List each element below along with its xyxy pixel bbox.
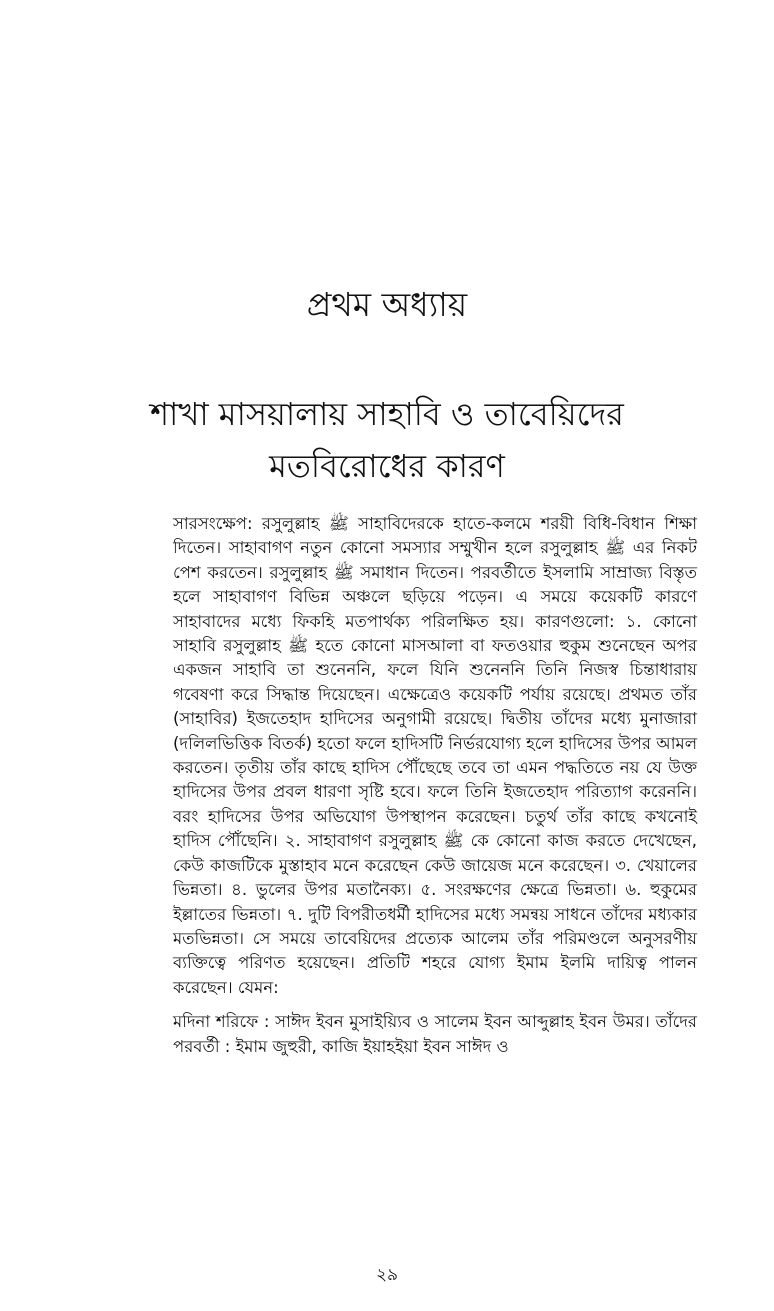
- chapter-heading: প্রথম অধ্যায়: [306, 285, 468, 324]
- chapter-title: [60, 388, 714, 492]
- body-text: [173, 512, 697, 1059]
- chapter-title-line-1: শাখা মাসয়ালায় সাহাবি ও তাবেয়িদের: [150, 395, 624, 433]
- page-number: ২৯: [375, 1265, 399, 1285]
- chapter-title-line-2: মতবিরোধের কারণ: [269, 447, 505, 485]
- madina-paragraph: মদিনা শরিফে : সাঈদ ইবন মুসাইয়্যিব ও সালেম ইবন আব্দুল্লাহ ইবন উমর। তাঁদের পরবর্তী : ইমাম জুহুরী, কাজি ইয়াহইয়া ইবন সাঈদ ও: [173, 1012, 697, 1056]
- summary-paragraph: সারসংক্ষেপ: রসুলুল্লাহ ﷺ সাহাবিদেরকে হাতে-কলমে শরয়ী বিধি-বিধান শিক্ষা দিতেন। সাহাবাগণ নতুন কোনো সমস্যার সম্মুখীন হলে রসুলুল্লাহ ﷺ এর নিকট পেশ করতেন। রসুলুল্লাহ ﷺ সমাধান দিতেন। পরবর্তীতে ইসলামি সাম্রাজ্য বিস্তৃত হলে সাহাবাগণ বিভিন্ন অঞ্চলে ছড়িয়ে পড়েন। এ সময়ে কয়েকটি কারণে সাহাবাদের মধ্যে ফিকহি মতপার্থক্য পরিলক্ষিত হয়। কারণগুলো: ১. কোনো সাহাবি রসুলুল্লাহ ﷺ হতে কোনো মাসআলা বা ফতওয়ার হুকুম শুনেছেন অপর একজন সাহাবি তা শুনেননি, ফলে যিনি শুনেননি তিনি নিজস্ব চিন্তাধারায় গবেষণা করে সিদ্ধান্ত দিয়েছেন। এক্ষেত্রেও কয়েকটি পর্যায় রয়েছে। প্রথমত তাঁর (সাহাবির) ইজতেহাদ হাদিসের অনুগামী রয়েছে। দ্বিতীয় তাঁদের মধ্যে মুনাজারা (দলিলভিত্তিক বিতর্ক) হতো ফলে হাদিসটি নির্ভরযোগ্য হলে হাদিসের উপর আমল করতেন। তৃতীয় তাঁর কাছে হাদিস পৌঁছেছে তবে তা এমন পদ্ধতিতে নয় যে উক্ত হাদিসের উপর প্রবল ধারণা সৃষ্টি হবে। ফলে তিনি ইজতেহাদ পরিত্যাগ করেননি। বরং হাদিসের উপর অভিযোগ উপস্থাপন করেছেন। চতুর্থ তাঁর কাছে কখনোই হাদিস পৌঁছেনি। ২. সাহাবাগণ রসুলুল্লাহ ﷺ কে কোনো কাজ করতে দেখেছেন, কেউ কাজটিকে মুস্তাহাব মনে করেছেন কেউ জায়েজ মনে করেছেন। ৩. খেয়ালের ভিন্নতা। ৪. ভুলের উপর মতানৈক্য। ৫. সংরক্ষণের ক্ষেত্রে ভিন্নতা। ৬. হুকুমের ইল্লাতের ভিন্নতা। ৭. দুটি বিপরীতধর্মী হাদিসের মধ্যে সমন্বয় সাধনে তাঁদের মধ্যকার মতভিন্নতা। সে সময়ে তাবেয়িদের প্রত্যেক আলেম তাঁর পরিমণ্ডলে অনুসরণীয় ব্যক্তিত্বে পরিণত হয়েছেন। প্রতিটি শহরে যোগ্য ইমাম ইলমি দায়িত্ব পালন করেছেন। যেমন:: [173, 514, 697, 997]
